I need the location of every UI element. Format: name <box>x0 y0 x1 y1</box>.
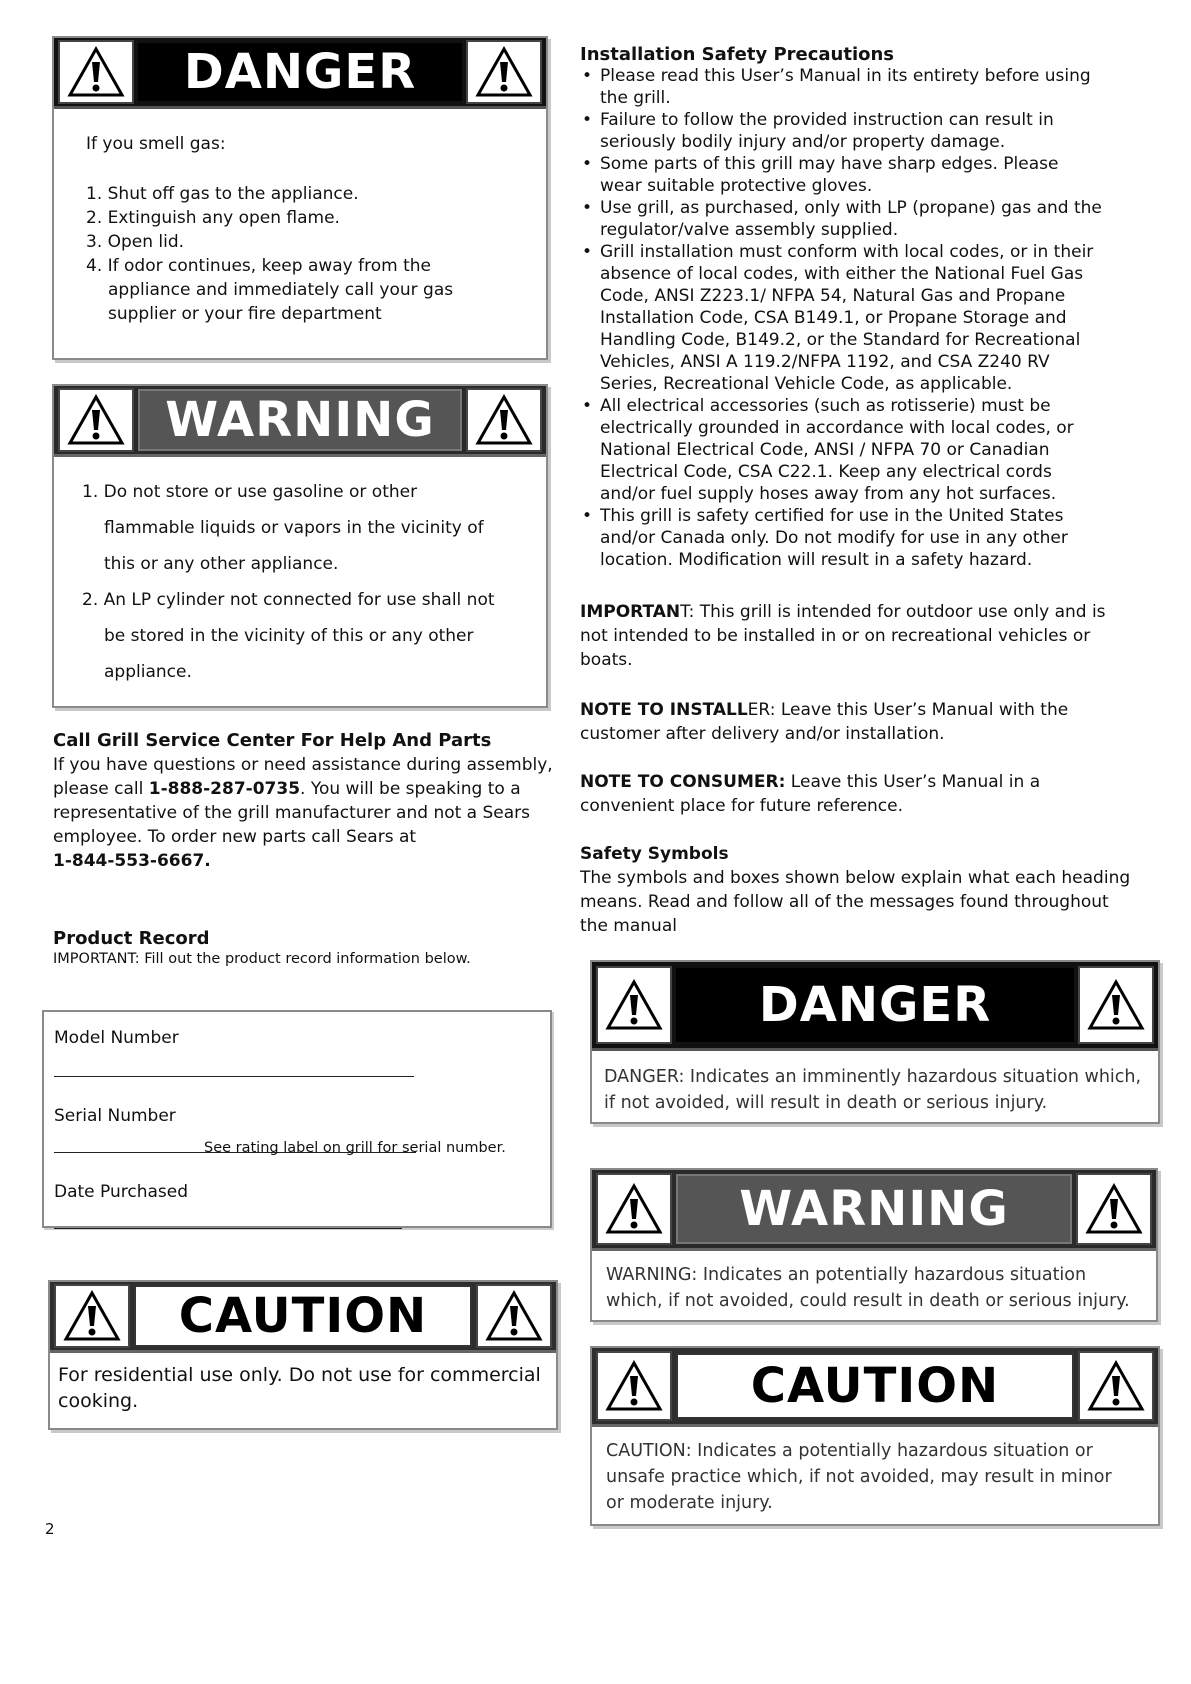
danger-header <box>54 38 546 109</box>
installation-bullet-line: and/or fuel supply hoses away from any hot surfaces. <box>600 484 1057 504</box>
danger-title: DANGER <box>138 43 462 101</box>
warning-line: 2. An LP cylinder not connected for use shall not <box>82 590 495 610</box>
consumer-text: Leave this User’s Manual in a <box>785 772 1041 792</box>
installation-bullet-line: Vehicles, ANSI A 119.2/NFPA 1192, and CSA Z240 RV <box>600 352 1050 372</box>
consumer-note <box>580 770 1170 818</box>
service-text-part: please call <box>53 779 149 799</box>
service-text <box>53 753 573 873</box>
installation-bullet-line: wear suitable protective gloves. <box>600 176 873 196</box>
danger-step: 2. Extinguish any open flame. <box>86 208 340 228</box>
danger-def-text <box>604 1064 1141 1116</box>
danger-def-line: if not avoided, will result in death or serious injury. <box>604 1093 1048 1113</box>
service-line: If you have questions or need assistance during assembly, <box>53 755 553 775</box>
caution-header <box>50 1282 556 1353</box>
installer-text: ER: Leave this User’s Manual with the <box>747 700 1069 720</box>
caution-def-line: CAUTION: Indicates a potentially hazardous situation or <box>606 1441 1093 1461</box>
installation-bullet-line: • Some parts of this grill may have sharp edges. Please <box>600 154 1059 174</box>
important-line: boats. <box>580 650 633 670</box>
date-purchased-row <box>54 1180 538 1229</box>
installation-bullet-line: • Please read this User’s Manual in its entirety before using <box>600 66 1091 86</box>
date-purchased-field[interactable] <box>54 1204 402 1229</box>
service-text-part: . You will be speaking to a <box>300 779 521 799</box>
danger-intro: If you smell gas: <box>86 134 226 154</box>
caution-definition-box <box>590 1346 1160 1526</box>
warning-triangle-icon <box>1078 966 1154 1044</box>
parts-phone: 1-844-553-6667. <box>53 851 211 871</box>
installation-bullet <box>580 153 1160 197</box>
warning-triangle-icon <box>596 966 672 1044</box>
installation-bullet <box>580 197 1160 241</box>
warning-triangle-icon <box>466 388 542 452</box>
danger-step: supplier or your fire department <box>108 304 382 324</box>
danger-step: 1. Shut off gas to the appliance. <box>86 184 359 204</box>
installation-section <box>580 44 1160 571</box>
warning-notice-box <box>52 384 548 708</box>
installation-bullet <box>580 241 1160 395</box>
consumer-line <box>580 770 1170 794</box>
service-section <box>53 730 573 873</box>
installer-line <box>580 698 1170 722</box>
caution-line: cooking. <box>58 1390 139 1412</box>
installation-bullet-line: Handling Code, B149.2, or the Standard for Recreational <box>600 330 1081 350</box>
danger-def-line: DANGER: Indicates an imminently hazardous situation which, <box>604 1067 1142 1087</box>
warning-triangle-icon <box>58 388 134 452</box>
service-phone: 1-888-287-0735 <box>148 779 301 799</box>
installation-bullet-line: absence of local codes, with either the National Fuel Gas <box>600 264 1084 284</box>
installation-bullet-line: seriously bodily injury and/or property damage. <box>600 132 1006 152</box>
installation-bullet-line: the grill. <box>600 88 671 108</box>
model-number-row <box>54 1026 538 1077</box>
danger-steps <box>86 182 453 326</box>
product-record-title: Product Record <box>53 928 210 949</box>
warning-def-text <box>606 1262 1130 1314</box>
product-record-section <box>53 928 573 967</box>
warning-triangle-icon <box>596 1351 672 1421</box>
warning-triangle-icon <box>476 1284 552 1348</box>
warning-triangle-icon <box>1078 1351 1154 1421</box>
warning-line: this or any other appliance. <box>104 554 339 574</box>
installation-bullet-line: Series, Recreational Vehicle Code, as applicable. <box>600 374 1013 394</box>
danger-step: 3. Open lid. <box>86 232 185 252</box>
installation-bullet <box>580 395 1160 505</box>
warning-def-header <box>592 1170 1156 1251</box>
caution-line: For residential use only. Do not use for commercial <box>58 1364 541 1386</box>
installation-bullet-line: Installation Code, CSA B149.1, or Propane Storage and <box>600 308 1067 328</box>
installation-title: Installation Safety Precautions <box>580 44 895 65</box>
safety-symbols-title: Safety Symbols <box>580 844 729 864</box>
installation-bullet-line: regulator/valve assembly supplied. <box>600 220 899 240</box>
installation-bullet-line: electrically grounded in accordance with local codes, or <box>600 418 1074 438</box>
danger-def-title: DANGER <box>676 968 1074 1042</box>
danger-definition-box <box>590 960 1160 1124</box>
installation-bullet-line: location. Modification will result in a safety hazard. <box>600 550 1033 570</box>
installation-bullet-line: and/or Canada only. Do not modify for use in any other <box>600 528 1068 548</box>
product-record-form <box>42 1010 552 1228</box>
warning-line: appliance. <box>104 662 192 682</box>
installation-bullets <box>580 65 1160 571</box>
safety-symbols-line: The symbols and boxes shown below explain what each heading <box>580 868 1131 888</box>
caution-def-title: CAUTION <box>676 1353 1074 1419</box>
caution-def-header <box>592 1348 1158 1427</box>
installation-bullet <box>580 505 1160 571</box>
safety-symbols-line: means. Read and follow all of the messages found throughout <box>580 892 1109 912</box>
installation-bullet <box>580 109 1160 153</box>
page-number: 2 <box>45 1520 55 1538</box>
installation-bullet-line: • All electrical accessories (such as rotisserie) must be <box>600 396 1051 416</box>
safety-symbols-line: the manual <box>580 916 677 936</box>
serial-number-label: Serial Number <box>54 1106 176 1126</box>
caution-notice-box <box>48 1280 558 1430</box>
installer-line: customer after delivery and/or installation. <box>580 724 945 744</box>
danger-step: appliance and immediately call your gas <box>108 280 454 300</box>
service-title: Call Grill Service Center For Help And Parts <box>53 730 492 751</box>
caution-def-line: or moderate injury. <box>606 1493 773 1513</box>
warning-triangle-icon <box>466 40 542 104</box>
danger-step: 4. If odor continues, keep away from the <box>86 256 432 276</box>
important-label: IMPORTAN <box>580 602 681 622</box>
warning-triangle-icon <box>596 1173 672 1245</box>
model-number-label: Model Number <box>54 1028 179 1048</box>
installation-bullet-line: • Grill installation must conform with local codes, or in their <box>600 242 1094 262</box>
caution-def-text <box>606 1438 1112 1516</box>
warning-triangle-icon <box>58 40 134 104</box>
important-line: not intended to be installed in or on recreational vehicles or <box>580 626 1091 646</box>
consumer-line: convenient place for future reference. <box>580 796 904 816</box>
caution-def-line: unsafe practice which, if not avoided, may result in minor <box>606 1467 1112 1487</box>
installation-bullet-line: • Use grill, as purchased, only with LP (propane) gas and the <box>600 198 1102 218</box>
danger-def-header <box>592 962 1158 1051</box>
installation-bullet-line: Electrical Code, CSA C22.1. Keep any electrical cords <box>600 462 1052 482</box>
installation-bullet-line: Code, ANSI Z223.1/ NFPA 54, Natural Gas and Propane <box>600 286 1066 306</box>
product-record-subtitle: IMPORTANT: Fill out the product record information below. <box>53 951 471 967</box>
important-text: T: This grill is intended for outdoor use only and is <box>680 602 1106 622</box>
consumer-label: NOTE TO CONSUMER: <box>580 772 786 792</box>
warning-definition-box <box>590 1168 1158 1322</box>
caution-title: CAUTION <box>134 1285 472 1347</box>
warning-line: flammable liquids or vapors in the vicinity of <box>104 518 484 538</box>
warning-line: be stored in the vicinity of this or any other <box>104 626 474 646</box>
installer-note <box>580 698 1170 746</box>
important-note <box>580 600 1170 672</box>
warning-triangle-icon <box>1076 1173 1152 1245</box>
warning-def-title: WARNING <box>676 1174 1072 1244</box>
service-line: representative of the grill manufacturer and not a Sears <box>53 803 531 823</box>
warning-header <box>54 386 546 457</box>
warning-title: WARNING <box>138 389 462 451</box>
warning-def-line: which, if not avoided, could result in death or serious injury. <box>606 1291 1130 1311</box>
caution-text <box>58 1362 541 1414</box>
model-number-field[interactable] <box>54 1050 414 1077</box>
date-purchased-label: Date Purchased <box>54 1182 189 1202</box>
installation-bullet-line: • This grill is safety certified for use in the United States <box>600 506 1064 526</box>
safety-symbols-section <box>580 842 1180 938</box>
warning-line: 1. Do not store or use gasoline or other <box>82 482 418 502</box>
installer-label: NOTE TO INSTALL <box>580 700 748 720</box>
danger-notice-box <box>52 36 548 360</box>
serial-number-note: See rating label on grill for serial number. <box>204 1140 506 1156</box>
warning-items <box>82 474 495 690</box>
warning-def-line: WARNING: Indicates an potentially hazardous situation <box>606 1265 1087 1285</box>
service-line <box>53 777 573 801</box>
warning-triangle-icon <box>54 1284 130 1348</box>
installation-bullet <box>580 65 1160 109</box>
installation-bullet-line: National Electrical Code, ANSI / NFPA 70 or Canadian <box>600 440 1050 460</box>
important-line <box>580 600 1170 624</box>
installation-bullet-line: • Failure to follow the provided instruction can result in <box>600 110 1054 130</box>
service-line: employee. To order new parts call Sears at <box>53 827 417 847</box>
